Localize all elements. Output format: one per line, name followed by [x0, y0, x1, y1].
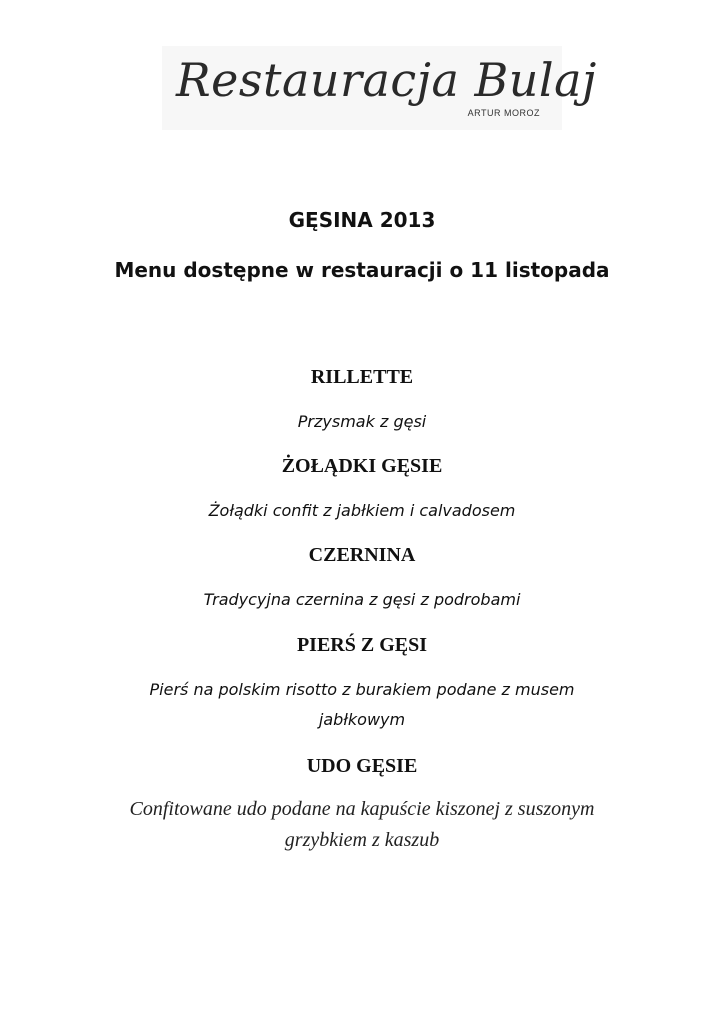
- menu-item-description-line1: Confitowane udo podane na kapuście kiszonej z suszonym: [129, 798, 595, 820]
- menu-item-description: Przysmak z gęsi: [297, 412, 427, 431]
- restaurant-logo: [162, 46, 597, 130]
- page-title: GĘSINA 2013: [288, 208, 436, 232]
- menu-item-name: UDO GĘSIE: [306, 755, 418, 777]
- menu-item-description-line1: Pierś na polskim risotto z burakiem podane z musem: [149, 680, 575, 699]
- menu-item-name: RILLETTE: [310, 366, 414, 388]
- menu-item-description: Tradycyjna czernina z gęsi z podrobami: [203, 590, 521, 609]
- logo-script-text: Restauracja Bulaj: [176, 53, 597, 107]
- logo-subtitle: ARTUR MOROZ: [467, 108, 540, 118]
- menu-item-description-line2: grzybkiem z kaszub: [284, 829, 440, 851]
- menu-item-name: CZERNINA: [308, 544, 416, 566]
- menu-item-name: ŻOŁĄDKI GĘSIE: [281, 455, 443, 477]
- menu-item-name: PIERŚ Z GĘSI: [296, 634, 428, 656]
- menu-item-description-line2: jabłkowym: [318, 710, 406, 729]
- menu-item-description: Żołądki confit z jabłkiem i calvadosem: [208, 501, 516, 520]
- page-subtitle: Menu dostępne w restauracji o 11 listopada: [114, 258, 610, 282]
